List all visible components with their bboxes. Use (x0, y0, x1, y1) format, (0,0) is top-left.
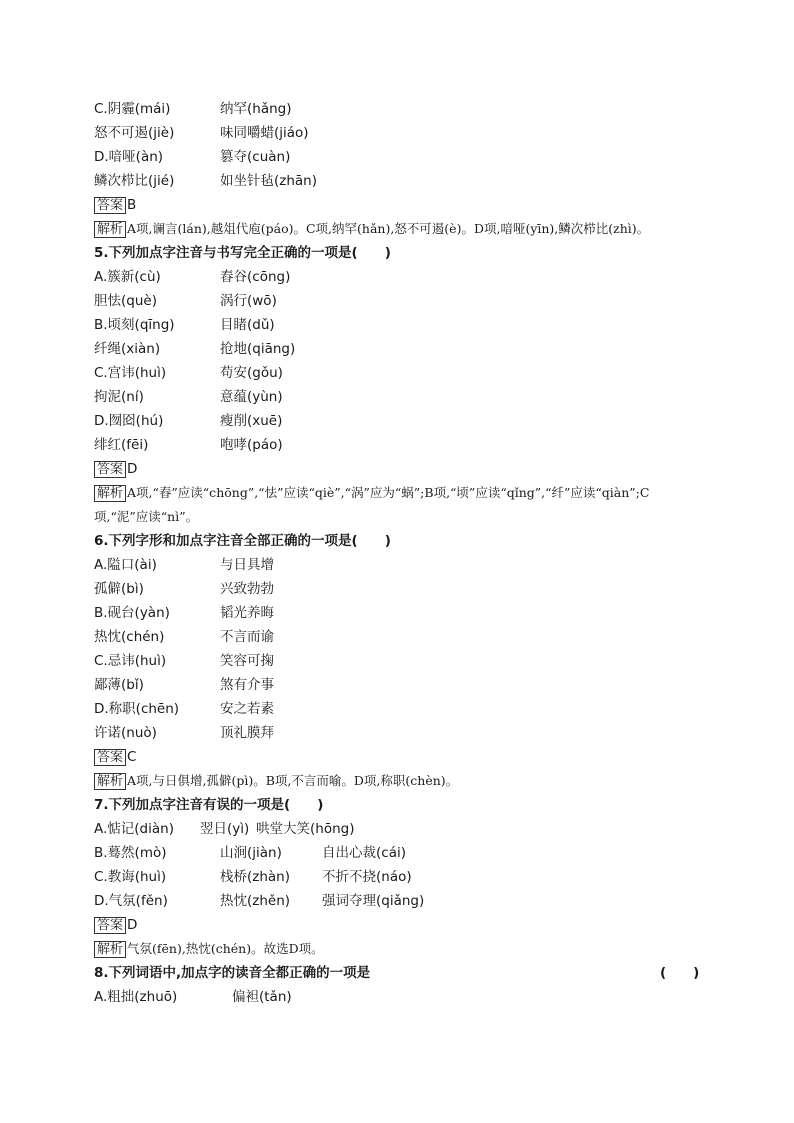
option-item: 翌日(yì) (200, 821, 250, 837)
analysis-tag: 解析 (94, 941, 126, 958)
option-item: 不折不挠(náo) (322, 869, 412, 885)
option-item: A.粗拙(zhuō) (94, 989, 178, 1005)
option-item: 与日具增 (220, 557, 274, 573)
analysis-tag: 解析 (94, 485, 126, 502)
option-item: C.教诲(huì) (94, 869, 167, 885)
analysis-text: 气氛(fēn),热忱(chén)。故选D项。 (127, 941, 324, 956)
option-item: 安之若素 (220, 701, 274, 717)
option-item: 兴致勃勃 (220, 581, 274, 597)
option-item: A.簇新(cù) (94, 269, 161, 285)
option-item: C.宫讳(huì) (94, 365, 167, 381)
question-stem (94, 964, 700, 982)
option-item: D.喑哑(àn) (94, 149, 164, 165)
option-item: B.蓦然(mò) (94, 845, 167, 861)
option-item: 咆哮(páo) (220, 437, 283, 453)
question-text: 8.下列词语中,加点字的读音全都正确的一项是 (94, 965, 371, 981)
option-item: D.气氛(fěn) (94, 893, 168, 909)
answer-value: B (127, 197, 137, 213)
option-item: A.惦记(diàn) (94, 821, 174, 837)
analysis-text: A项,谰言(lán),越俎代庖(páo)。C项,纳罕(hǎn),怒不可遏(è)。D项,喑哑(yīn),鳞次栉比(zhì)。 (127, 221, 650, 236)
option-item: 韬光养晦 (220, 605, 274, 621)
option-item: 意蕴(yùn) (220, 389, 283, 405)
option-item: 强词夺理(qiǎng) (322, 893, 425, 909)
option-item: 舂谷(cōng) (220, 269, 291, 285)
answer-line (94, 748, 136, 766)
option-item: 偏袒(tǎn) (232, 989, 292, 1005)
option-item: 煞有介事 (220, 677, 274, 693)
answer-tag: 答案 (94, 461, 126, 478)
answer-value: C (127, 749, 137, 765)
option-item: 篡夺(cuàn) (220, 149, 291, 165)
option-item: 鳞次栉比(jié) (94, 173, 175, 189)
answer-value: D (127, 917, 138, 933)
answer-line (94, 460, 137, 478)
answer-tag: 答案 (94, 197, 126, 214)
option-item: 哄堂大笑(hōng) (256, 821, 355, 837)
option-item: 苟安(gǒu) (220, 365, 283, 381)
analysis-line (94, 940, 324, 958)
option-item: 热忱(chén) (94, 629, 165, 645)
option-item: 抢地(qiāng) (220, 341, 296, 357)
option-item: A.隘口(ài) (94, 557, 157, 573)
question-stem: 5.下列加点字注音与书写完全正确的一项是( ) (94, 245, 391, 261)
option-item: 不言而谕 (220, 629, 274, 645)
option-item: 自出心裁(cái) (322, 845, 406, 861)
option-item: 如坐针毡(zhān) (220, 173, 318, 189)
question-stem: 7.下列加点字注音有误的一项是( ) (94, 797, 324, 813)
option-item: 鄙薄(bǐ) (94, 677, 144, 693)
option-item: 胆怯(què) (94, 293, 157, 309)
analysis-text: A项,与日俱增,孤僻(pì)。B项,不言而喻。D项,称职(chèn)。 (127, 773, 459, 788)
answer-value: D (127, 461, 138, 477)
answer-line (94, 196, 136, 214)
option-item: 目睹(dǔ) (220, 317, 275, 333)
option-item: 瘦削(xuē) (220, 413, 283, 429)
analysis-text: A项,“舂”应读“chōng”,“怯”应读“qiè”,“涡”应为“蜗”;B项,“顷”应读“qǐng”,“纤”应读“qiàn”;C (127, 485, 650, 500)
analysis-tag: 解析 (94, 773, 126, 790)
option-item: C.阴霾(mái) (94, 101, 171, 117)
answer-tag: 答案 (94, 917, 126, 934)
option-item: 绯红(fēi) (94, 437, 149, 453)
answer-tag: 答案 (94, 749, 126, 766)
analysis-line (94, 772, 458, 790)
analysis-tag: 解析 (94, 221, 126, 238)
analysis-line (94, 220, 649, 238)
option-item: 笑容可掬 (220, 653, 274, 669)
option-item: 山涧(jiàn) (220, 845, 282, 861)
option-item: 味同嚼蜡(jiáo) (220, 125, 309, 141)
option-item: 纤绳(xiàn) (94, 341, 161, 357)
answer-line (94, 916, 137, 934)
option-item: 纳罕(hǎng) (220, 101, 292, 117)
option-item: 孤僻(bì) (94, 581, 144, 597)
option-item: C.忌讳(huì) (94, 653, 167, 669)
option-item: B.顷刻(qīng) (94, 317, 175, 333)
answer-paren: ( ) (660, 965, 700, 981)
option-item: 顶礼膜拜 (220, 725, 274, 741)
option-item: 怒不可遏(jiè) (94, 125, 175, 141)
option-item: D.囫囵(hú) (94, 413, 164, 429)
option-item: 涡行(wō) (220, 293, 277, 309)
option-item: 许诺(nuò) (94, 725, 157, 741)
analysis-line (94, 484, 649, 502)
option-item: 栈桥(zhàn) (220, 869, 291, 885)
option-item: B.砚台(yàn) (94, 605, 170, 621)
option-item: 拘泥(ní) (94, 389, 144, 405)
analysis-text: 项,“泥”应读“nì”。 (94, 509, 199, 524)
option-item: 热忱(zhěn) (220, 893, 291, 909)
option-item: D.称职(chēn) (94, 701, 180, 717)
question-stem: 6.下列字形和加点字注音全部正确的一项是( ) (94, 533, 391, 549)
